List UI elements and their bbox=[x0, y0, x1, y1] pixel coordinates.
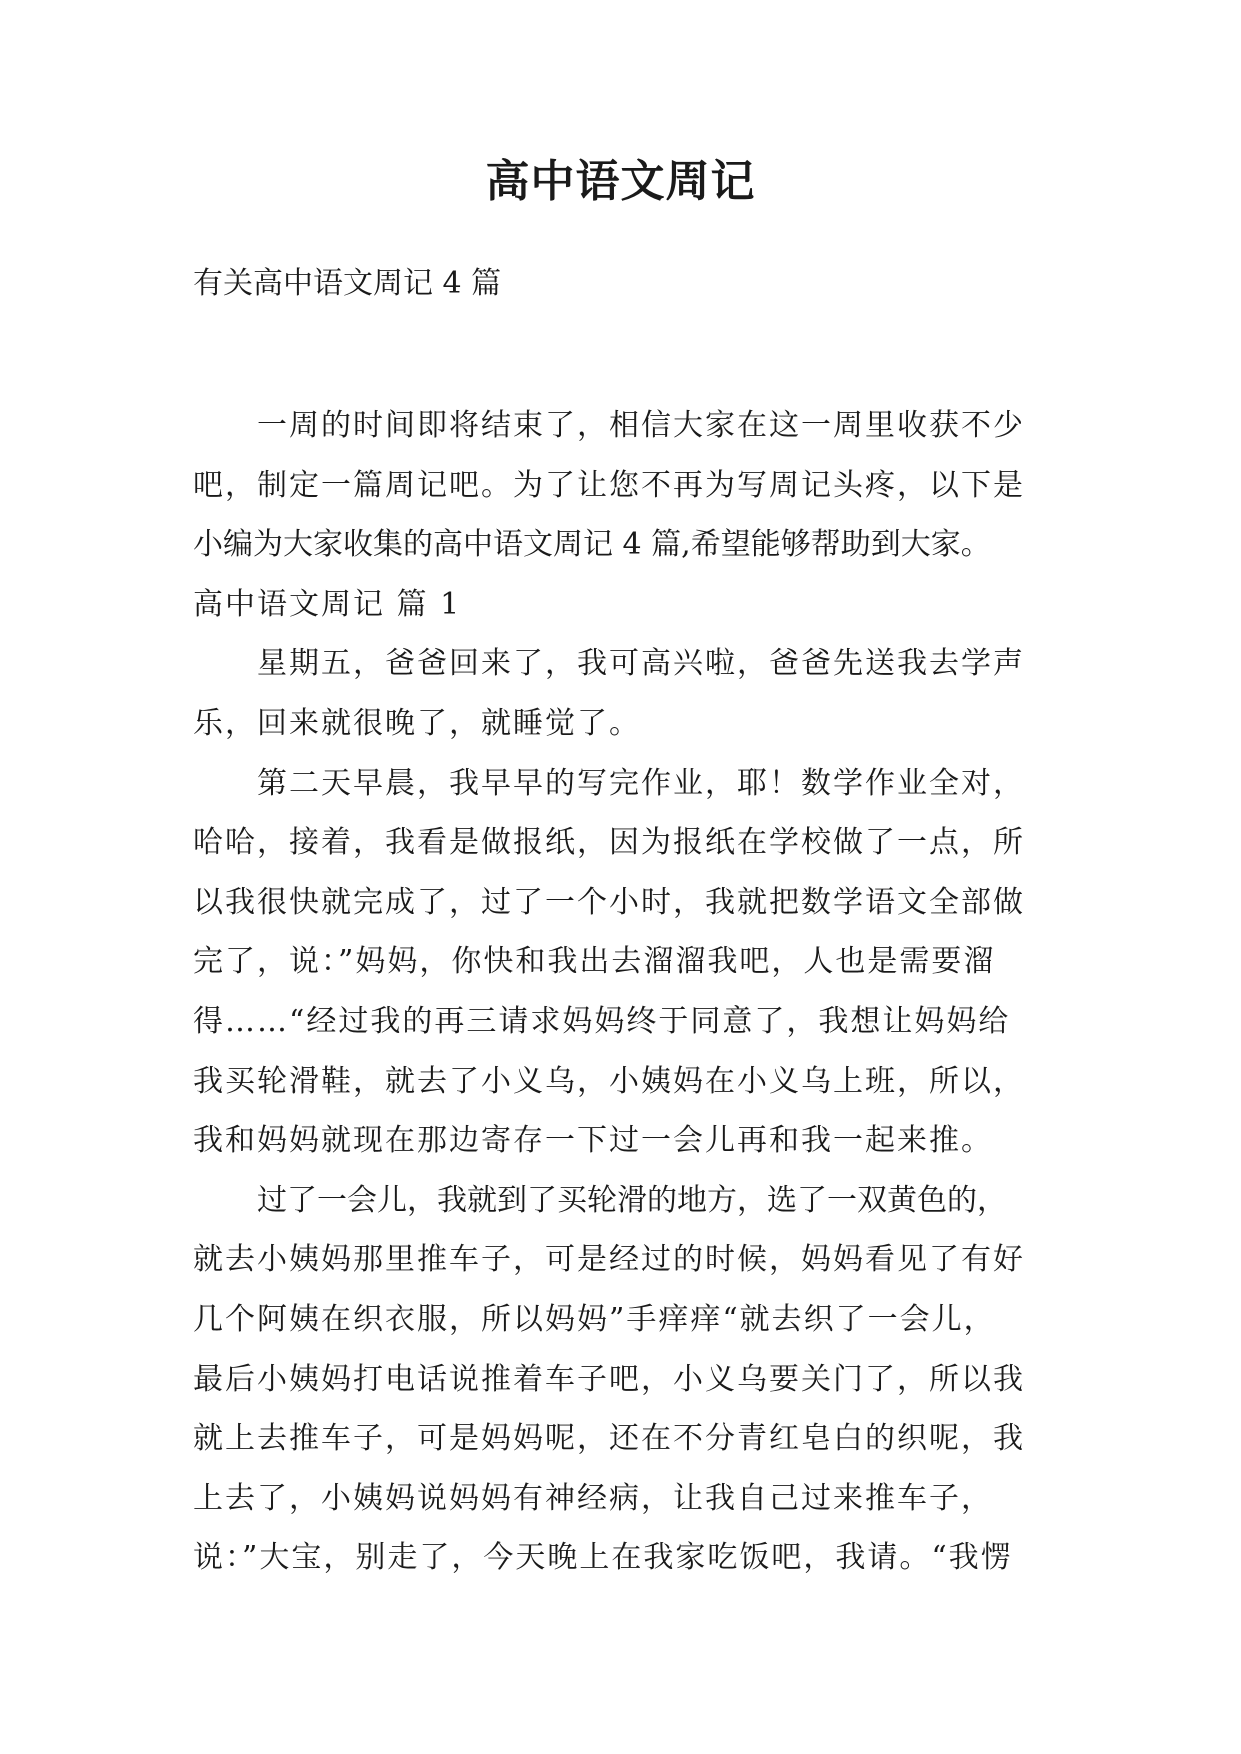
body-line: 乐，回来就很晚了，就睡觉了。 bbox=[193, 705, 641, 741]
body-line: 我买轮滑鞋，就去了小义乌，小姨妈在小义乌上班，所以， bbox=[193, 1063, 1025, 1099]
document-title: 高中语文周记 bbox=[485, 156, 756, 207]
body-line: 一周的时间即将结束了，相信大家在这一周里收获不少 bbox=[257, 408, 1025, 443]
body-line: 过了一会儿，我就到了买轮滑的地方，选了一双黄色的， bbox=[257, 1182, 1007, 1218]
document-body bbox=[193, 404, 1053, 1596]
body-line: 就去小姨妈那里推车子，可是经过的时候，妈妈看见了有好 bbox=[193, 1242, 1025, 1278]
body-line: 吧，制定一篇周记吧。为了让您不再为写周记头疼，以下是 bbox=[193, 467, 1025, 503]
section-heading: 高中语文周记 篇 1 bbox=[193, 586, 462, 622]
body-line: 就上去推车子，可是妈妈呢，还在不分青红皂白的织呢，我 bbox=[193, 1421, 1025, 1457]
body-line: 我和妈妈就现在那边寄存一下过一会儿再和我一起来推。 bbox=[193, 1123, 993, 1159]
body-line: 完了，说：”妈妈，你快和我出去溜溜我吧，人也是需要溜 bbox=[193, 944, 996, 980]
body-line: 几个阿姨在织衣服，所以妈妈”手痒痒“就去织了一会儿， bbox=[193, 1301, 996, 1337]
document-subtitle: 有关高中语文周记 4 篇 bbox=[193, 266, 502, 301]
body-line: 上去了，小姨妈说妈妈有神经病，让我自己过来推车子， bbox=[193, 1480, 993, 1516]
body-line: 得……“经过我的再三请求妈妈终于同意了，我想让妈妈给 bbox=[193, 1003, 1011, 1039]
body-line: 以我很快就完成了，过了一个小时，我就把数学语文全部做 bbox=[193, 884, 1025, 920]
body-line: 最后小姨妈打电话说推着车子吧，小义乌要关门了，所以我 bbox=[193, 1361, 1025, 1397]
body-line: 第二天早晨，我早早的写完作业，耶！数学作业全对， bbox=[257, 765, 1025, 801]
body-line: 哈哈，接着，我看是做报纸，因为报纸在学校做了一点，所 bbox=[193, 825, 1025, 861]
body-line: 说：”大宝，别走了，今天晚上在我家吃饭吧，我请。“我愣 bbox=[193, 1540, 1013, 1576]
body-line: 星期五，爸爸回来了，我可高兴啦，爸爸先送我去学声 bbox=[257, 646, 1025, 682]
body-line: 小编为大家收集的高中语文周记 4 篇,希望能够帮助到大家。 bbox=[193, 527, 991, 563]
